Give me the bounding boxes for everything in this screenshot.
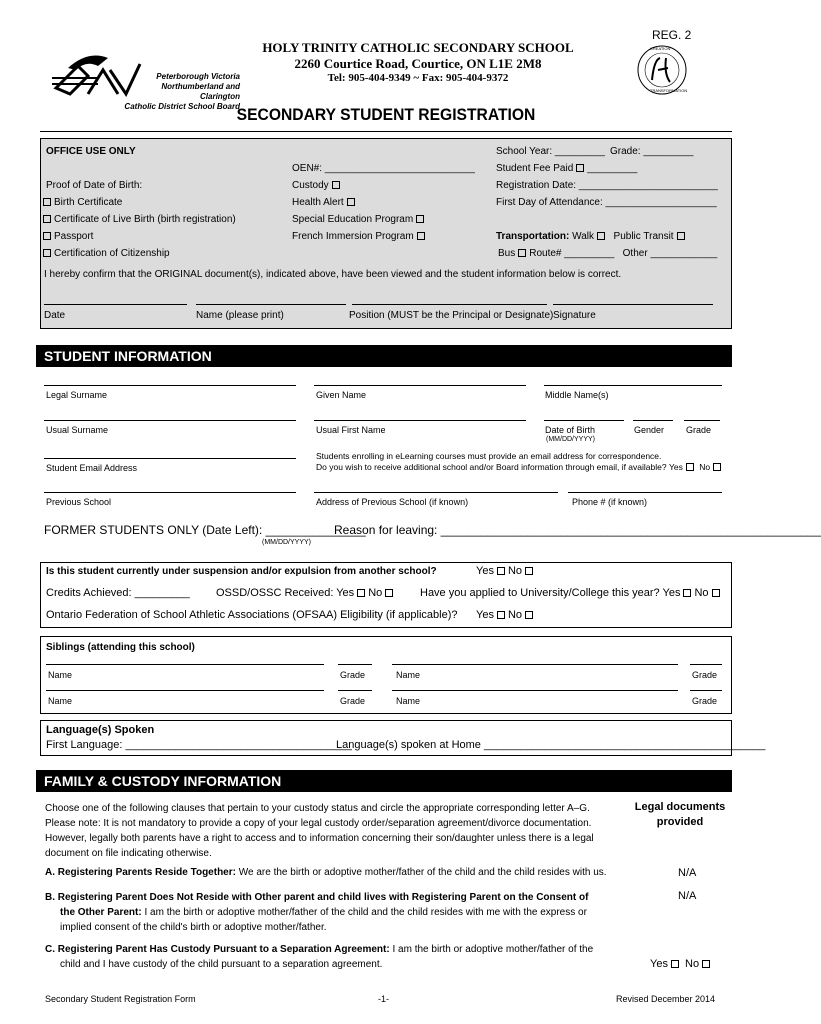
legal-surname-label: Legal Surname bbox=[46, 390, 108, 400]
board-line-1: Peterborough Victoria bbox=[156, 72, 240, 81]
clause-c-docs bbox=[650, 958, 713, 970]
date-label: Date bbox=[44, 310, 66, 321]
clause-b-text: implied consent of the child's birth or adoptive mother/father. bbox=[60, 922, 327, 933]
custody-check[interactable] bbox=[292, 180, 343, 191]
sibling-grade-label: Grade bbox=[692, 696, 718, 706]
public-transit-checkbox[interactable] bbox=[677, 232, 685, 240]
form-code: REG. 2 bbox=[652, 28, 692, 42]
email-label: Student Email Address bbox=[46, 463, 138, 473]
checkbox[interactable] bbox=[417, 232, 425, 240]
previous-school-line[interactable] bbox=[44, 492, 296, 493]
fee-paid-check[interactable] bbox=[496, 163, 637, 174]
route-field[interactable]: Route# _________ bbox=[529, 248, 615, 259]
footer-form-name: Secondary Student Registration Form bbox=[45, 994, 196, 1004]
previous-phone-line[interactable] bbox=[568, 492, 722, 493]
confirmation-text: I hereby confirm that the ORIGINAL document(s), indicated above, have been viewed and the student information below is correct. bbox=[44, 269, 622, 280]
no-label: No bbox=[685, 958, 700, 970]
clause-a-heading: A. Registering Parents Reside Together: bbox=[45, 867, 236, 878]
email-no-checkbox[interactable] bbox=[713, 463, 721, 471]
proof-label: Proof of Date of Birth: bbox=[46, 180, 143, 191]
position-label: Position (MUST be the Principal or Designate) bbox=[349, 310, 554, 321]
signature-line[interactable] bbox=[553, 304, 713, 305]
ofsaa-no-checkbox[interactable] bbox=[525, 611, 533, 619]
given-name-line[interactable] bbox=[314, 385, 526, 386]
elearning-note: Students enrolling in eLearning courses must provide an email address for correspondence. bbox=[316, 451, 662, 461]
crest-text-top: CREATION bbox=[650, 46, 671, 51]
custody-intro bbox=[45, 801, 594, 861]
clause-b[interactable] bbox=[45, 890, 588, 935]
sibling-name-label: Name bbox=[396, 670, 421, 680]
usual-surname-label: Usual Surname bbox=[46, 425, 109, 435]
proof-live-birth[interactable] bbox=[40, 214, 236, 225]
bus-row bbox=[498, 248, 717, 259]
clause-a-text: We are the birth or adoptive mother/father of the child and the child resides with us. bbox=[235, 867, 607, 878]
dob-label: Date of Birth bbox=[545, 425, 596, 435]
first-language-field[interactable]: First Language: _____________________________________ bbox=[46, 739, 352, 751]
university-label: Have you applied to University/College this year? Yes bbox=[420, 587, 681, 599]
checkbox[interactable] bbox=[576, 164, 584, 172]
health-label: Health Alert bbox=[292, 197, 344, 208]
checkbox[interactable] bbox=[43, 215, 51, 223]
walk-checkbox[interactable] bbox=[597, 232, 605, 240]
option-label: Certification of Citizenship bbox=[54, 248, 170, 259]
siblings-title: Siblings (attending this school) bbox=[46, 642, 195, 653]
previous-phone-label: Phone # (if known) bbox=[572, 497, 648, 507]
yes-label: Yes bbox=[476, 609, 494, 621]
custody-intro-line: document on file indicating otherwise. bbox=[45, 848, 212, 859]
home-language-field[interactable]: Language(s) spoken at Home ______________________________________________ bbox=[336, 739, 766, 751]
sibling-name-label: Name bbox=[48, 696, 73, 706]
school-crest-logo bbox=[636, 44, 688, 96]
clause-b-text: I am the birth or adoptive mother/father of the child and the child resides with me with the express or bbox=[141, 907, 587, 918]
previous-address-label: Address of Previous School (if known) bbox=[316, 497, 469, 507]
grade-line[interactable] bbox=[684, 420, 720, 421]
custody-intro-line: Please note: It is not mandatory to provide a copy of your legal custody order/separation agreement/divorce documentation. bbox=[45, 818, 592, 829]
no-label: No bbox=[368, 587, 383, 599]
suspension-yes-checkbox[interactable] bbox=[497, 567, 505, 575]
middle-name-label: Middle Name(s) bbox=[545, 390, 609, 400]
sibling2-grade-line[interactable] bbox=[690, 664, 722, 665]
bus-label: Bus bbox=[498, 248, 516, 259]
office-use-title: OFFICE USE ONLY bbox=[46, 146, 136, 157]
given-name-label: Given Name bbox=[316, 390, 367, 400]
suspension-answer bbox=[476, 565, 536, 577]
former-date-format: (MM/DD/YYYY) bbox=[262, 539, 311, 546]
crest-text-bottom: TRANSFORMATION bbox=[650, 88, 688, 93]
proof-passport[interactable] bbox=[40, 231, 93, 242]
special-ed-label: Special Education Program bbox=[292, 214, 414, 225]
title-bar bbox=[40, 100, 732, 132]
legal-documents-header bbox=[628, 800, 732, 830]
fee-label: Student Fee Paid bbox=[496, 163, 574, 174]
option-label: Certificate of Live Birth (birth registration) bbox=[54, 214, 236, 225]
reason-leaving-field[interactable]: Reason for leaving: _________________________________________________________ bbox=[334, 523, 821, 537]
ossd-question bbox=[216, 587, 396, 599]
yes-label: Yes bbox=[650, 958, 668, 970]
option-label: Passport bbox=[54, 231, 94, 242]
usual-surname-line[interactable] bbox=[44, 420, 296, 421]
name-line[interactable] bbox=[196, 304, 346, 305]
no-label: No bbox=[694, 587, 709, 599]
oen-field[interactable]: OEN#: ___________________________ bbox=[292, 163, 475, 174]
clause-c-no-checkbox[interactable] bbox=[702, 960, 710, 968]
bus-checkbox[interactable] bbox=[518, 249, 526, 257]
custody-intro-line: However, legally both parents have a right to access and to information concerning their son/daughter unless there is a legal bbox=[45, 833, 594, 844]
suspension-question: Is this student currently under suspension and/or expulsion from another school? bbox=[46, 566, 437, 577]
email-consent-text: Do you wish to receive additional school and/or Board information through email, if available? bbox=[316, 462, 667, 472]
no-label: No bbox=[507, 565, 523, 577]
legal-surname-line[interactable] bbox=[44, 385, 296, 386]
university-yes-checkbox[interactable] bbox=[683, 589, 691, 597]
sibling-grade-label: Grade bbox=[340, 696, 366, 706]
fee-line: _________ bbox=[587, 163, 638, 174]
university-no-checkbox[interactable] bbox=[712, 589, 720, 597]
clause-c-yes-checkbox[interactable] bbox=[671, 960, 679, 968]
checkbox[interactable] bbox=[43, 232, 51, 240]
ofsaa-yes-checkbox[interactable] bbox=[497, 611, 505, 619]
signature-label: Signature bbox=[553, 310, 596, 321]
name-print-label: Name (please print) bbox=[196, 310, 284, 321]
language-title: Language(s) Spoken bbox=[46, 724, 155, 736]
sibling-name-label: Name bbox=[48, 670, 73, 680]
french-check[interactable] bbox=[292, 231, 428, 242]
email-line[interactable] bbox=[44, 458, 296, 459]
family-custody-band: FAMILY & CUSTODY INFORMATION bbox=[36, 770, 732, 792]
clause-c-text: child and I have custody of the child pursuant to a separation agreement. bbox=[60, 959, 383, 970]
ofsaa-question: Ontario Federation of School Athletic Associations (OFSAA) Eligibility (if applicable)? bbox=[46, 609, 458, 621]
former-students-field[interactable]: FORMER STUDENTS ONLY (Date Left): _______________ bbox=[44, 523, 366, 537]
health-check[interactable] bbox=[292, 197, 358, 208]
dob-line[interactable] bbox=[544, 420, 624, 421]
checkbox[interactable] bbox=[43, 198, 51, 206]
custody-label: Custody bbox=[292, 180, 329, 191]
proof-birth-cert[interactable] bbox=[40, 197, 122, 208]
email-yes-checkbox[interactable] bbox=[686, 463, 694, 471]
date-line[interactable] bbox=[44, 304, 187, 305]
checkbox[interactable] bbox=[347, 198, 355, 206]
checkbox[interactable] bbox=[332, 181, 340, 189]
public-transit-label: Public Transit bbox=[613, 231, 674, 242]
clause-c[interactable] bbox=[45, 942, 593, 972]
first-day-field[interactable]: First Day of Attendance: ____________________ bbox=[496, 197, 717, 208]
ossd-label: OSSD/OSSC Received: Yes bbox=[216, 587, 355, 599]
gender-label: Gender bbox=[634, 425, 665, 435]
clause-b-docs: N/A bbox=[678, 890, 697, 902]
french-label: French Immersion Program bbox=[292, 231, 414, 242]
school-year-field[interactable]: School Year: _________ bbox=[496, 146, 605, 157]
sibling3-grade-line[interactable] bbox=[338, 690, 372, 691]
clause-a[interactable] bbox=[45, 867, 607, 878]
checkbox[interactable] bbox=[416, 215, 424, 223]
grade-field[interactable]: Grade: _________ bbox=[610, 146, 694, 157]
clause-b-heading: B. Registering Parent Does Not Reside with Other parent and child lives with Registering Parent on the Consent of bbox=[45, 892, 589, 903]
clause-a-docs: N/A bbox=[678, 867, 697, 879]
sibling1-grade-line[interactable] bbox=[338, 664, 372, 665]
gender-line[interactable] bbox=[633, 420, 673, 421]
board-line-3: Catholic District School Board bbox=[124, 102, 240, 111]
checkbox[interactable] bbox=[43, 249, 51, 257]
clause-b-heading-cont: the Other Parent: bbox=[60, 907, 142, 918]
yes-label: Yes bbox=[476, 565, 494, 577]
no-label: No bbox=[699, 462, 711, 472]
legal-docs-line: provided bbox=[656, 816, 704, 828]
school-phone: Tel: 905-404-9349 ~ Fax: 905-404-9372 bbox=[327, 72, 509, 84]
ofsaa-answer bbox=[476, 609, 536, 621]
credits-field[interactable]: Credits Achieved: _________ bbox=[46, 587, 190, 599]
previous-school-label: Previous School bbox=[46, 497, 112, 507]
dob-format: (MM/DD/YYYY) bbox=[546, 436, 595, 443]
special-ed-check[interactable] bbox=[292, 214, 427, 225]
suspension-no-checkbox[interactable] bbox=[525, 567, 533, 575]
board-line-2: Northumberland and Clarington bbox=[161, 82, 240, 101]
ossd-no-checkbox[interactable] bbox=[385, 589, 393, 597]
sibling1-name-line[interactable] bbox=[46, 664, 324, 665]
grade-label: Grade bbox=[686, 425, 712, 435]
usual-first-line[interactable] bbox=[314, 420, 526, 421]
legal-docs-line: Legal documents bbox=[634, 801, 726, 813]
university-question bbox=[420, 587, 723, 599]
revision-date: Revised December 2014 bbox=[616, 994, 716, 1004]
yes-label: Yes bbox=[668, 462, 683, 472]
school-name: HOLY TRINITY CATHOLIC SECONDARY SCHOOL bbox=[262, 40, 574, 55]
no-label: No bbox=[507, 609, 523, 621]
ossd-yes-checkbox[interactable] bbox=[357, 589, 365, 597]
transportation-row bbox=[496, 231, 688, 242]
student-info-band: STUDENT INFORMATION bbox=[36, 345, 732, 367]
position-line[interactable] bbox=[352, 304, 547, 305]
usual-first-label: Usual First Name bbox=[316, 425, 386, 435]
sibling-name-label: Name bbox=[396, 696, 421, 706]
other-field[interactable]: Other ____________ bbox=[622, 248, 718, 259]
sibling-grade-label: Grade bbox=[692, 670, 718, 680]
registration-date-field[interactable]: Registration Date: _________________________ bbox=[496, 180, 718, 191]
sibling4-grade-line[interactable] bbox=[690, 690, 722, 691]
option-label: Birth Certificate bbox=[54, 197, 123, 208]
previous-address-line[interactable] bbox=[314, 492, 558, 493]
page-number: -1- bbox=[378, 994, 389, 1004]
sibling4-name-line[interactable] bbox=[392, 690, 678, 691]
middle-name-line[interactable] bbox=[544, 385, 722, 386]
walk-label: Walk bbox=[572, 231, 594, 242]
transport-label: Transportation: bbox=[496, 231, 570, 242]
school-address: 2260 Courtice Road, Courtice, ON L1E 2M8 bbox=[294, 56, 542, 71]
sibling-grade-label: Grade bbox=[340, 670, 366, 680]
sibling3-name-line[interactable] bbox=[46, 690, 324, 691]
clause-c-heading: C. Registering Parent Has Custody Pursuant to a Separation Agreement: bbox=[45, 944, 390, 955]
clause-c-text: I am the birth or adoptive mother/father of the bbox=[389, 944, 594, 955]
email-consent-question bbox=[316, 462, 724, 472]
proof-citizenship[interactable] bbox=[40, 248, 170, 259]
form-title: SECONDARY STUDENT REGISTRATION bbox=[236, 105, 536, 124]
sibling2-name-line[interactable] bbox=[392, 664, 678, 665]
custody-intro-line: Choose one of the following clauses that pertain to your custody status and circle the appropriate corresponding letter A–G. bbox=[45, 803, 590, 814]
